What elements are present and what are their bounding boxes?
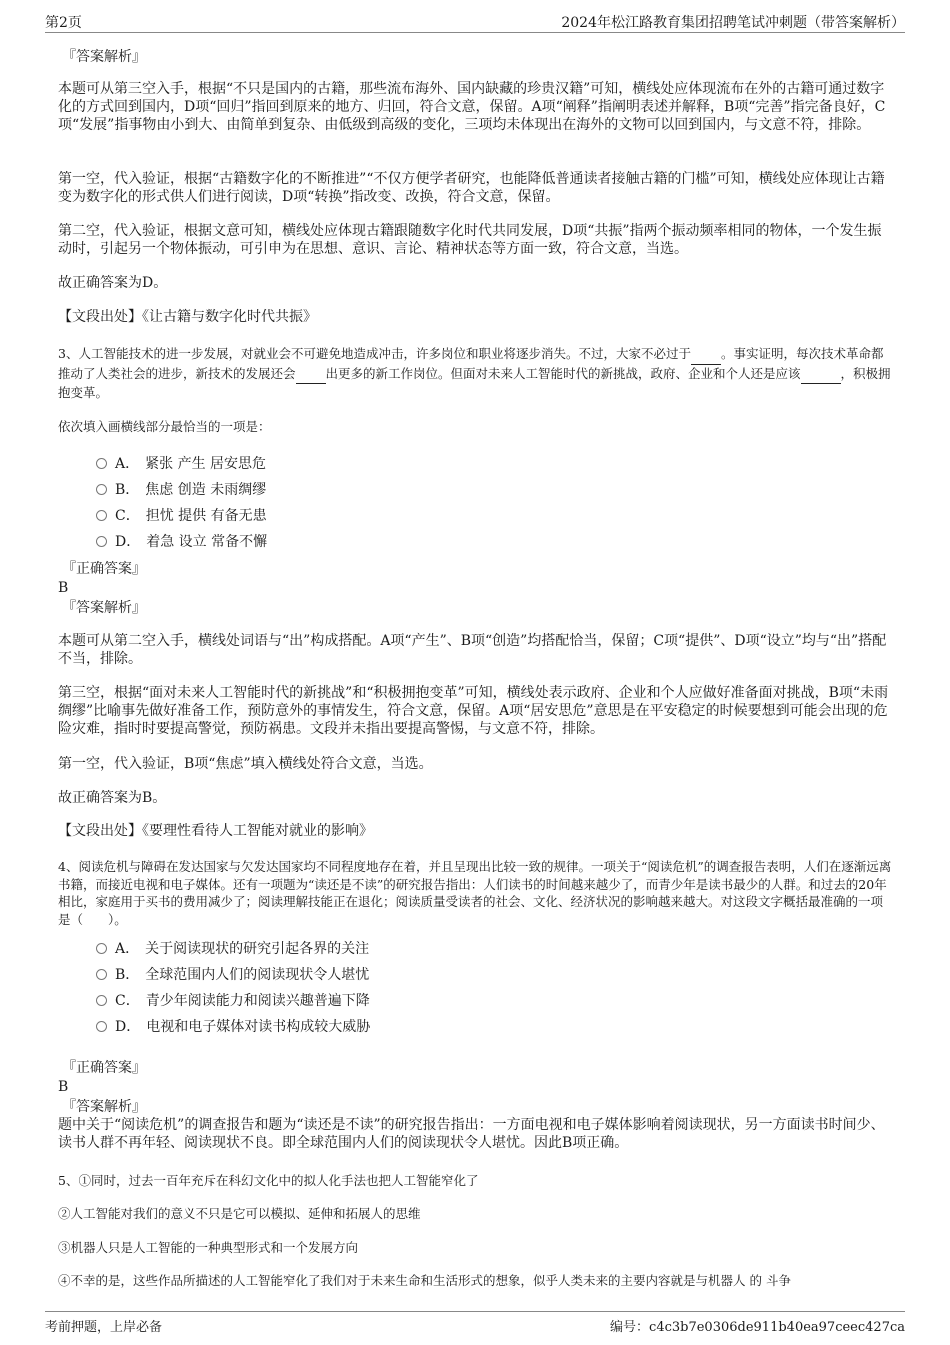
q2-analysis-para-1: 本题可从第三空入手，根据“不只是国内的古籍，那些流布海外、国内缺藏的珍贵汉籍”可知，横线处应体现流布在外的古籍可通过数字化的方式回到国内，D项“回归”指回到原来的地方、归回，符合文意，保留。A项“阐释”指阐明表述并解释，B项“完善”指完备良好，C项“发展”指事物由小到大、由简单到复杂、由低级到高级的变化，三项均未体现出在海外的文物可以回到国内，与文意不符，排除。	[58, 81, 886, 133]
radio-icon[interactable]	[96, 458, 107, 469]
q2-source: 【文段出处】《让古籍与数字化时代共振》	[58, 309, 317, 325]
q4-option-d[interactable]: D． 电视和电子媒体对读书构成较大威胁	[96, 1018, 370, 1036]
q3-stem: 3、人工智能技术的进一步发展，对就业会不可避免地造成冲击，许多岗位和职业将逐步消失。不过，大家不必过于 。事实证明，每次技术革命都推动了人类社会的进步，新技术的发展还会 出更多的新工作岗位。但面对未来人工智能时代的新挑战，政府、企业和个人还是应该 ，积极拥抱变革。	[58, 346, 891, 400]
page-header	[45, 8, 905, 33]
footer-code: 编号：c4c3b7e0306de911b40ea97ceec427ca	[610, 1320, 905, 1335]
footer-motto: 考前押题，上岸必备	[45, 1320, 163, 1335]
q3-source: 【文段出处】《要理性看待人工智能对就业的影响》	[58, 823, 373, 839]
q3-option-b[interactable]: B． 焦虑 创造 未雨绸缪	[96, 481, 266, 499]
q3-answer-tag: 『正确答案』	[62, 561, 146, 577]
document-title: 2024年松江路教育集团招聘笔试冲刺题（带答案解析）	[561, 15, 905, 31]
blank-1	[691, 345, 721, 365]
q3-analysis-para-2: 第三空，根据“面对未来人工智能时代的新挑战”和“积极拥抱变革”可知，横线处表示政府、企业和个人应做好准备面对挑战，B项“未雨绸缪”比喻事先做好准备工作，预防意外的事情发生，符合文意，保留。A项“居安思危”意思是在平安稳定的时候要想到可能会出现的危险灾难，指时时要提高警觉，预防祸患。文段并未指出要提高警惕，与文意不符，排除。	[58, 685, 889, 737]
q3-analysis-tag: 『答案解析』	[62, 600, 146, 616]
radio-icon[interactable]	[96, 510, 107, 521]
q3-option-a[interactable]: A． 紧张 产生 居安思危	[96, 455, 266, 473]
q3-analysis-para-3: 第一空，代入验证，B项“焦虑”填入横线处符合文意，当选。	[58, 756, 433, 772]
q4-answer-tag: 『正确答案』	[62, 1060, 146, 1076]
q3-answer: B	[58, 580, 69, 596]
q2-analysis-tag: 『答案解析』	[62, 49, 146, 65]
page-number: 第2页	[45, 15, 82, 31]
q4-stem: 4、阅读危机与障碍在发达国家与欠发达国家均不同程度地存在着，并且呈现出比较一致的规律。一项关于“阅读危机”的调查报告表明，人们在逐渐远离书籍，而接近电视和电子媒体。还有一项题为“读还是不读”的研究报告指出：人们读书的时间越来越少了，而青少年是读书最少的人群。和过去的20年相比，家庭用于买书的费用减少了；阅读理解技能正在退化；阅读质量受读者的社会、文化、经济状况的影响越来越大。对这段文字概括最准确的一项是（ ）。	[58, 859, 892, 927]
q4-answer: B	[58, 1079, 69, 1095]
radio-icon[interactable]	[96, 969, 107, 980]
q5-sentence-1: 5、①同时，过去一百年充斥在科幻文化中的拟人化手法也把人工智能窄化了	[58, 1173, 479, 1188]
radio-icon[interactable]	[96, 536, 107, 547]
q5-sentence-4: ④不幸的是，这些作品所描述的人工智能窄化了我们对于未来生命和生活形式的想象，似乎人类未来的主要内容就是与机器人 的 斗争	[58, 1273, 791, 1288]
q2-conclusion: 故正确答案为D。	[58, 275, 168, 291]
q3-option-c[interactable]: C． 担忧 提供 有备无患	[96, 507, 267, 525]
q4-option-c[interactable]: C． 青少年阅读能力和阅读兴趣普遍下降	[96, 992, 370, 1010]
blank-2	[296, 365, 326, 385]
q3-conclusion: 故正确答案为B。	[58, 790, 167, 806]
radio-icon[interactable]	[96, 995, 107, 1006]
q4-option-b[interactable]: B． 全球范围内人们的阅读现状令人堪忧	[96, 966, 369, 984]
radio-icon[interactable]	[96, 1021, 107, 1032]
q4-analysis: 题中关于“阅读危机”的调查报告和题为“读还是不读”的研究报告指出：一方面电视和电子媒体影响着阅读现状，另一方面读书时间少、读书人群不再年轻、阅读现状不良。即全球范围内人们的阅读现状令人堪忧。因此B项正确。	[58, 1117, 885, 1151]
q4-analysis-tag: 『答案解析』	[62, 1099, 146, 1115]
radio-icon[interactable]	[96, 484, 107, 495]
radio-icon[interactable]	[96, 943, 107, 954]
q3-analysis-para-1: 本题可从第二空入手，横线处词语与“出”构成搭配。A项“产生”、B项“创造”均搭配恰当，保留；C项“提供”、D项“设立”均与“出”搭配不当，排除。	[58, 633, 887, 667]
q5-sentence-2: ②人工智能对我们的意义不只是它可以模拟、延伸和拓展人的思维	[58, 1206, 421, 1221]
blank-3	[801, 365, 841, 385]
q2-analysis-para-3: 第二空，代入验证，根据文意可知，横线处应体现古籍跟随数字化时代共同发展，D项“共振”指两个振动频率相同的物体，一个发生振动时，引起另一个物体振动，可引申为在思想、意识、言论、精神状态等方面一致，符合文意，当选。	[58, 223, 882, 257]
q3-prompt: 依次填入画横线部分最恰当的一项是：	[58, 419, 271, 434]
q3-option-d[interactable]: D． 着急 设立 常备不懈	[96, 533, 267, 551]
q5-sentence-3: ③机器人只是人工智能的一种典型形式和一个发展方向	[58, 1240, 359, 1255]
page-footer	[45, 1311, 905, 1336]
q4-option-a[interactable]: A． 关于阅读现状的研究引起各界的关注	[96, 940, 369, 958]
q2-analysis-para-2: 第一空，代入验证，根据“古籍数字化的不断推进”“不仅方便学者研究，也能降低普通读者接触古籍的门槛”可知，横线处应体现让古籍变为数字化的形式供人们进行阅读，D项“转换”指改变、改换，符合文意，保留。	[58, 171, 885, 205]
